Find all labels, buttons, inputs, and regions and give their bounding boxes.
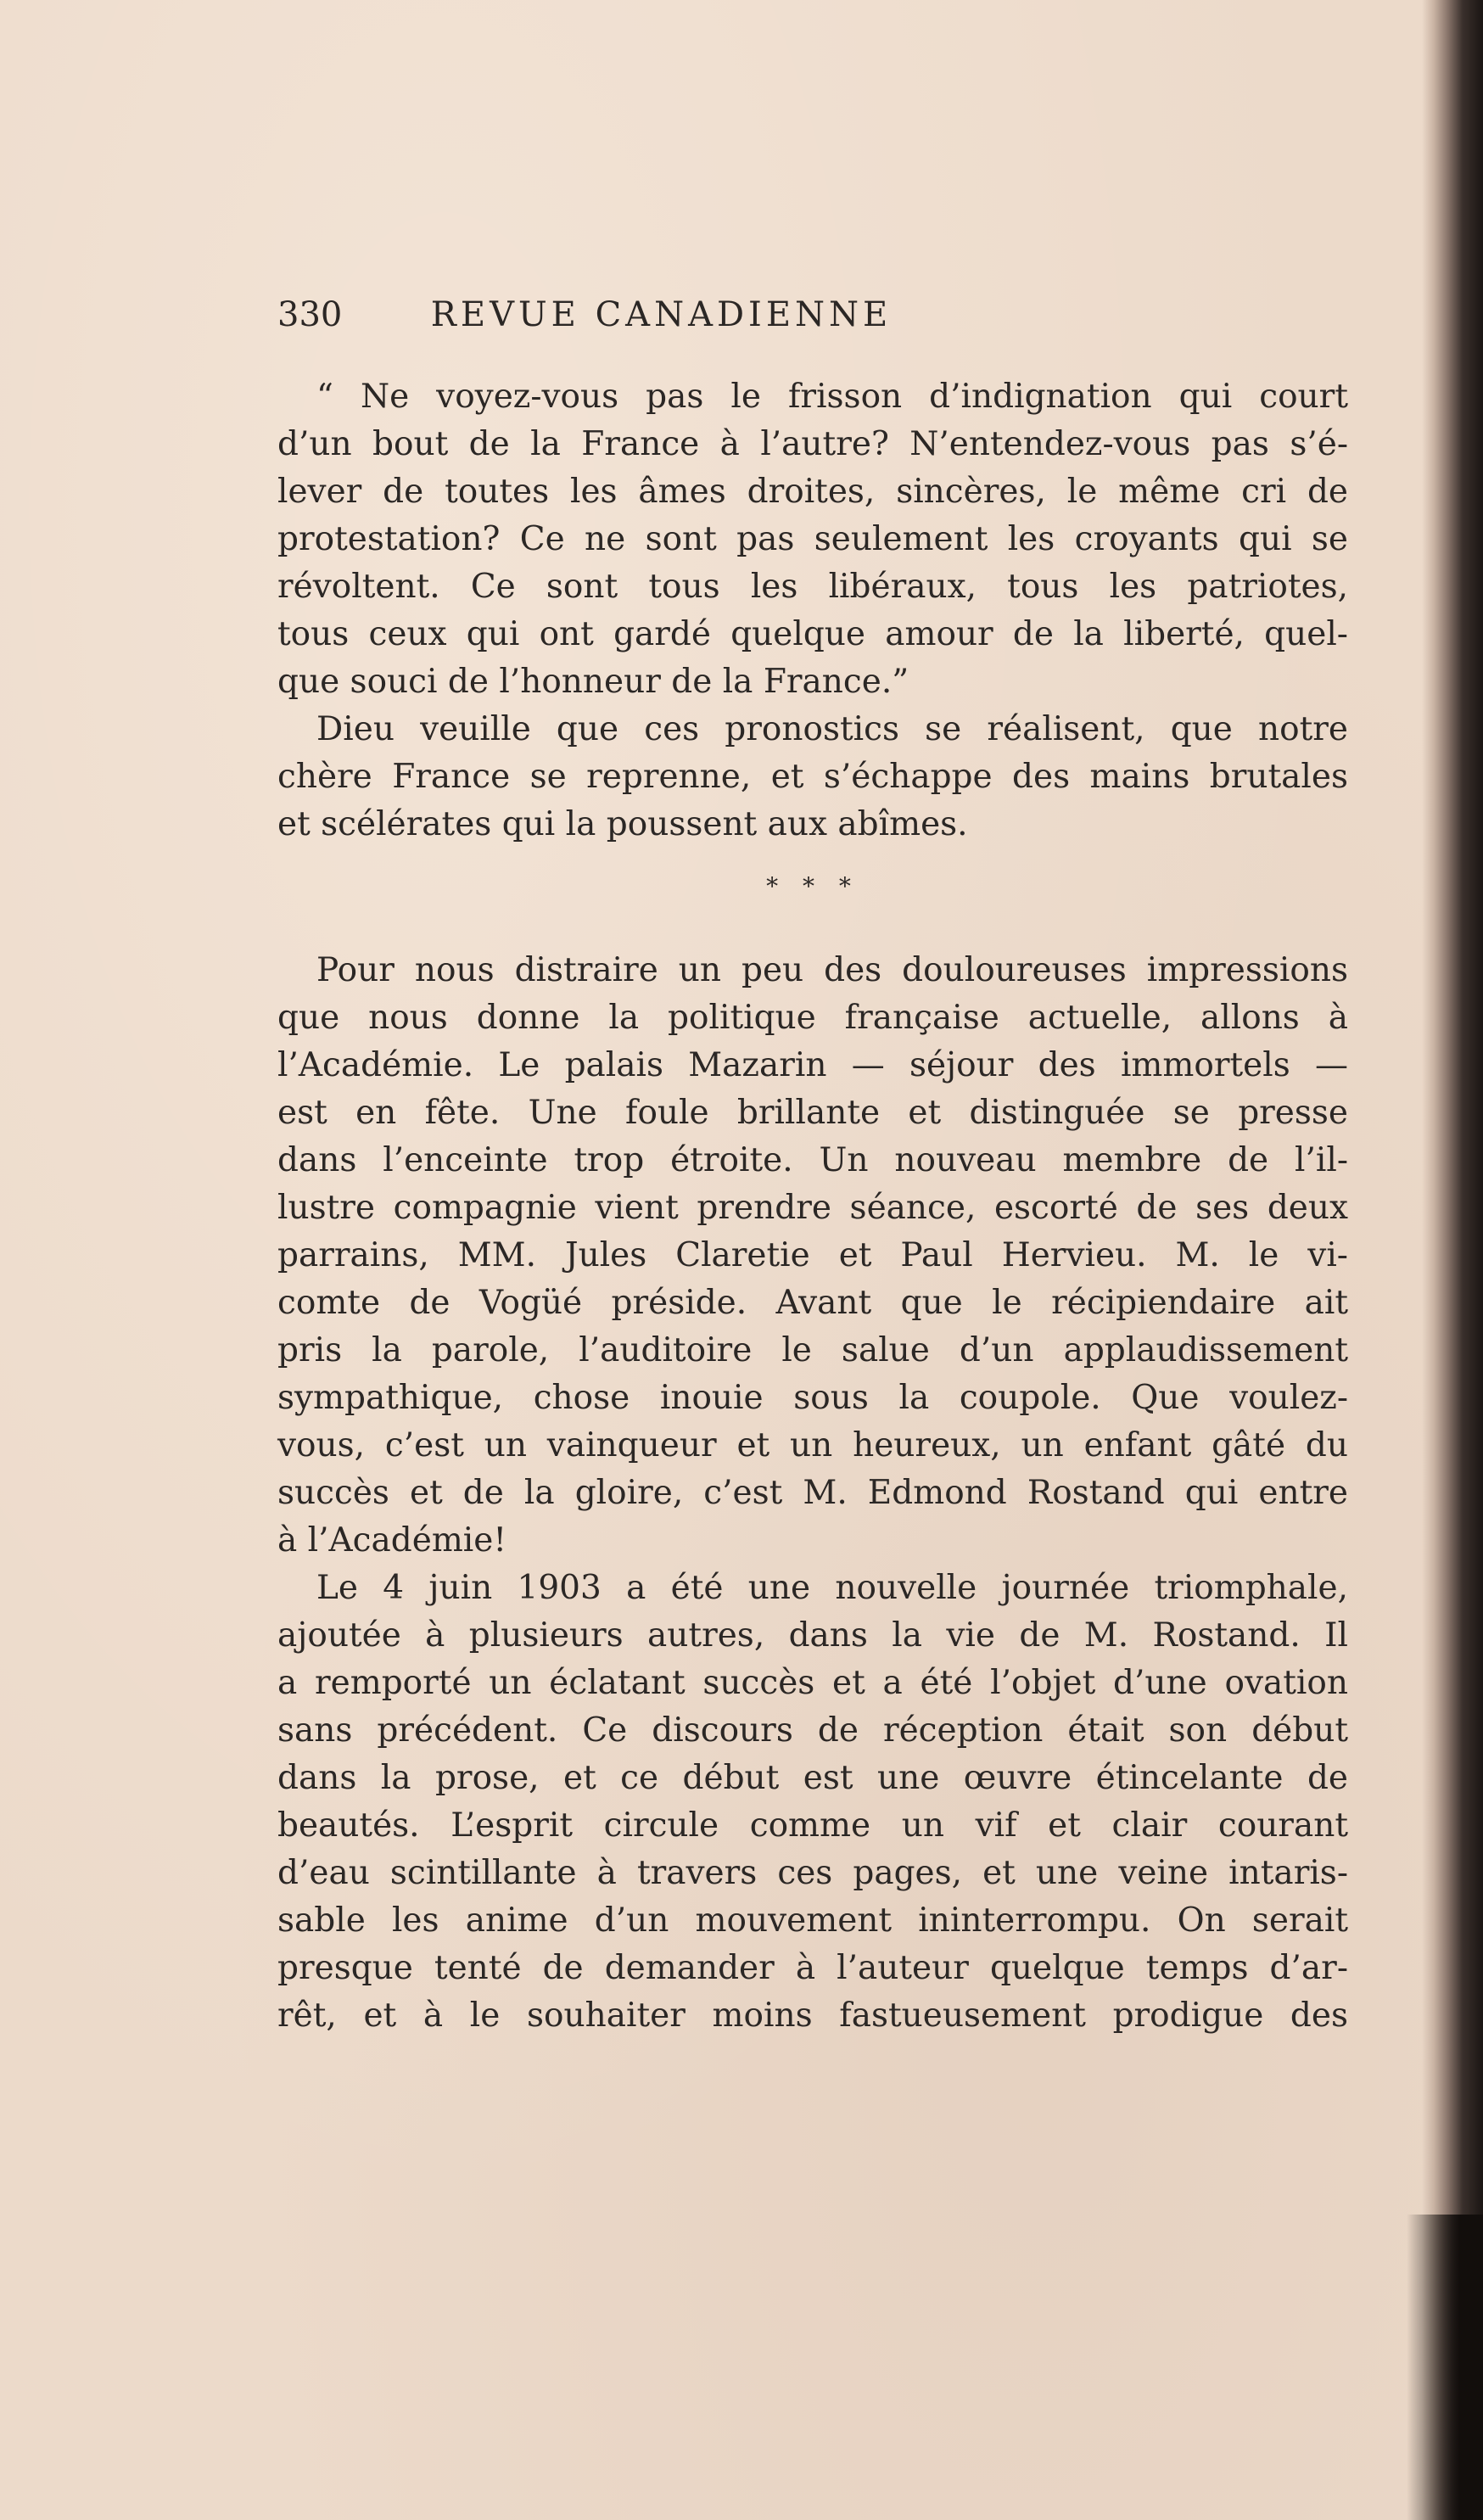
text-line: succès et de la gloire, c’est M. Edmond Rostand qui entre — [277, 1474, 1348, 1512]
text-line: beautés. L’esprit circule comme un vif et clair courant — [277, 1806, 1348, 1845]
text-line: Dieu veuille que ces pronostics se réalisent, que notre — [316, 710, 1348, 748]
page-number: 330 — [277, 295, 343, 334]
running-header — [277, 294, 1045, 336]
text-line: Pour nous distraire un peu des douloureuses impressions — [316, 951, 1348, 989]
text-line: “ Ne voyez-vous pas le frisson d’indignation qui court — [316, 378, 1348, 416]
running-title: REVUE CANADIENNE — [430, 295, 893, 334]
paragraph — [277, 706, 1348, 848]
paragraph — [277, 947, 1348, 1565]
text-line: pris la parole, l’auditoire le salue d’un applaudissement — [277, 1331, 1348, 1369]
text-line: que nous donne la politique française actuelle, allons à — [277, 999, 1348, 1037]
text-line: ajoutée à plusieurs autres, dans la vie de M. Rostand. Il — [277, 1616, 1348, 1655]
book-spine-shadow — [1422, 0, 1483, 2520]
text-line: révoltent. Ce sont tous les libéraux, tous les patriotes, — [277, 568, 1348, 606]
text-line: sans précédent. Ce discours de réception était son début — [277, 1711, 1348, 1750]
text-line: protestation? Ce ne sont pas seulement les croyants qui se — [277, 520, 1348, 558]
text-line: lever de toutes les âmes droites, sincères, le même cri de — [277, 473, 1348, 511]
text-line: tous ceux qui ont gardé quelque amour de la liberté, quel- — [277, 615, 1348, 653]
text-line: comte de Vogüé préside. Avant que le récipiendaire ait — [277, 1284, 1348, 1322]
paragraph — [277, 1565, 1348, 2040]
text-line: et scélérates qui la poussent aux abîmes. — [277, 805, 968, 843]
text-line: chère France se reprenne, et s’échappe des mains brutales — [277, 758, 1348, 796]
text-line: presque tenté de demander à l’auteur quelque temps d’ar- — [277, 1949, 1348, 1987]
text-line: sympathique, chose inouie sous la coupole. Que voulez- — [277, 1379, 1348, 1417]
book-spine-shadow-bottom — [1407, 2215, 1483, 2520]
text-line: d’un bout de la France à l’autre? N’entendez-vous pas s’é- — [277, 425, 1348, 463]
text-line: sable les anime d’un mouvement ininterrompu. On serait — [277, 1901, 1348, 1940]
text-block-top — [277, 373, 1348, 848]
quoted-paragraph — [277, 373, 1348, 706]
section-separator: * * * — [766, 872, 859, 900]
text-line: d’eau scintillante à travers ces pages, et une veine intaris- — [277, 1854, 1348, 1892]
text-line: rêt, et à le souhaiter moins fastueusement prodigue des — [277, 1996, 1348, 2035]
text-block-bottom — [277, 947, 1348, 2040]
text-line: que souci de l’honneur de la France.” — [277, 663, 909, 701]
text-line: dans la prose, et ce début est une œuvre étincelante de — [277, 1759, 1348, 1797]
text-line: lustre compagnie vient prendre séance, escorté de ses deux — [277, 1189, 1348, 1227]
text-line: Le 4 juin 1903 a été une nouvelle journée triomphale, — [316, 1569, 1348, 1607]
text-line: vous, c’est un vainqueur et un heureux, un enfant gâté du — [277, 1426, 1348, 1464]
text-line: parrains, MM. Jules Claretie et Paul Hervieu. M. le vi- — [277, 1236, 1348, 1274]
text-line: dans l’enceinte trop étroite. Un nouveau membre de l’il- — [277, 1141, 1348, 1179]
text-line: à l’Académie! — [277, 1521, 507, 1560]
text-line: a remporté un éclatant succès et a été l’objet d’une ovation — [277, 1664, 1348, 1702]
text-line: est en fête. Une foule brillante et distinguée se presse — [277, 1094, 1348, 1132]
text-line: l’Académie. Le palais Mazarin — séjour des immortels — — [277, 1046, 1348, 1084]
